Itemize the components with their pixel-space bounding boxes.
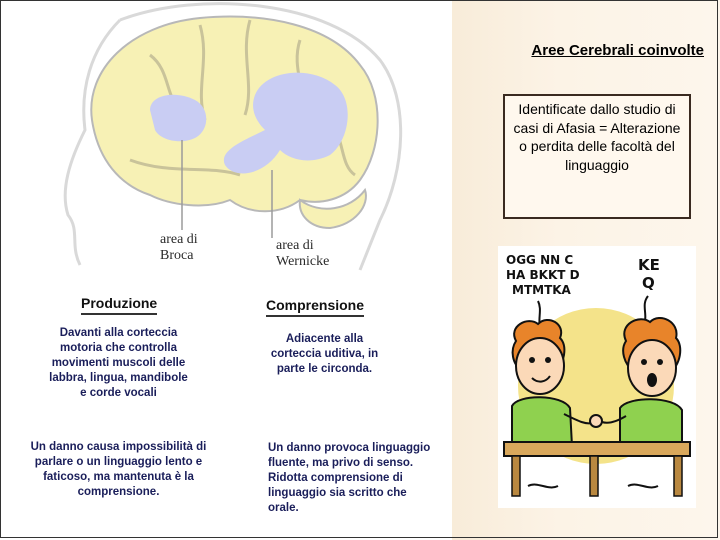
- wernicke-label: area di Wernicke: [276, 238, 330, 269]
- comprehension-description: Adiacente alla corteccia uditiva, in parte le circonda.: [270, 333, 379, 375]
- bubble-left-line2: HA BKKT D: [506, 268, 580, 282]
- bubble-right-line1: KE: [638, 256, 660, 274]
- comprehension-damage: Un danno provoca linguaggio fluente, ma privo di senso. Ridotta comprensione di linguaggio sia scritto che orale.: [268, 442, 431, 514]
- production-damage: Un danno causa impossibilità di parlare o un linguaggio lento e faticoso, ma mantenuta è la comprensione.: [30, 441, 207, 498]
- bubble-right-line2: Q: [642, 274, 655, 292]
- aphasia-cartoon: [498, 246, 696, 508]
- production-heading: Produzione: [81, 295, 157, 311]
- desk: [504, 442, 690, 456]
- comprehension-heading: Comprensione: [266, 297, 364, 313]
- bubble-left-line1: OGG NN C: [506, 253, 574, 267]
- bubble-left-line3: MTMTKA: [512, 283, 571, 297]
- broca-label: area di Broca: [160, 232, 198, 263]
- slide-title: Aree Cerebrali coinvolte: [531, 42, 704, 59]
- production-description: Davanti alla corteccia motoria che controlla movimenti muscoli delle labbra, lingua, mandibole e corde vocali: [49, 327, 188, 399]
- description-box: Identificate dallo studio di casi di Afasia = Alterazione o perdita delle facoltà del linguaggio: [503, 94, 691, 219]
- brain-illustration: [0, 0, 452, 290]
